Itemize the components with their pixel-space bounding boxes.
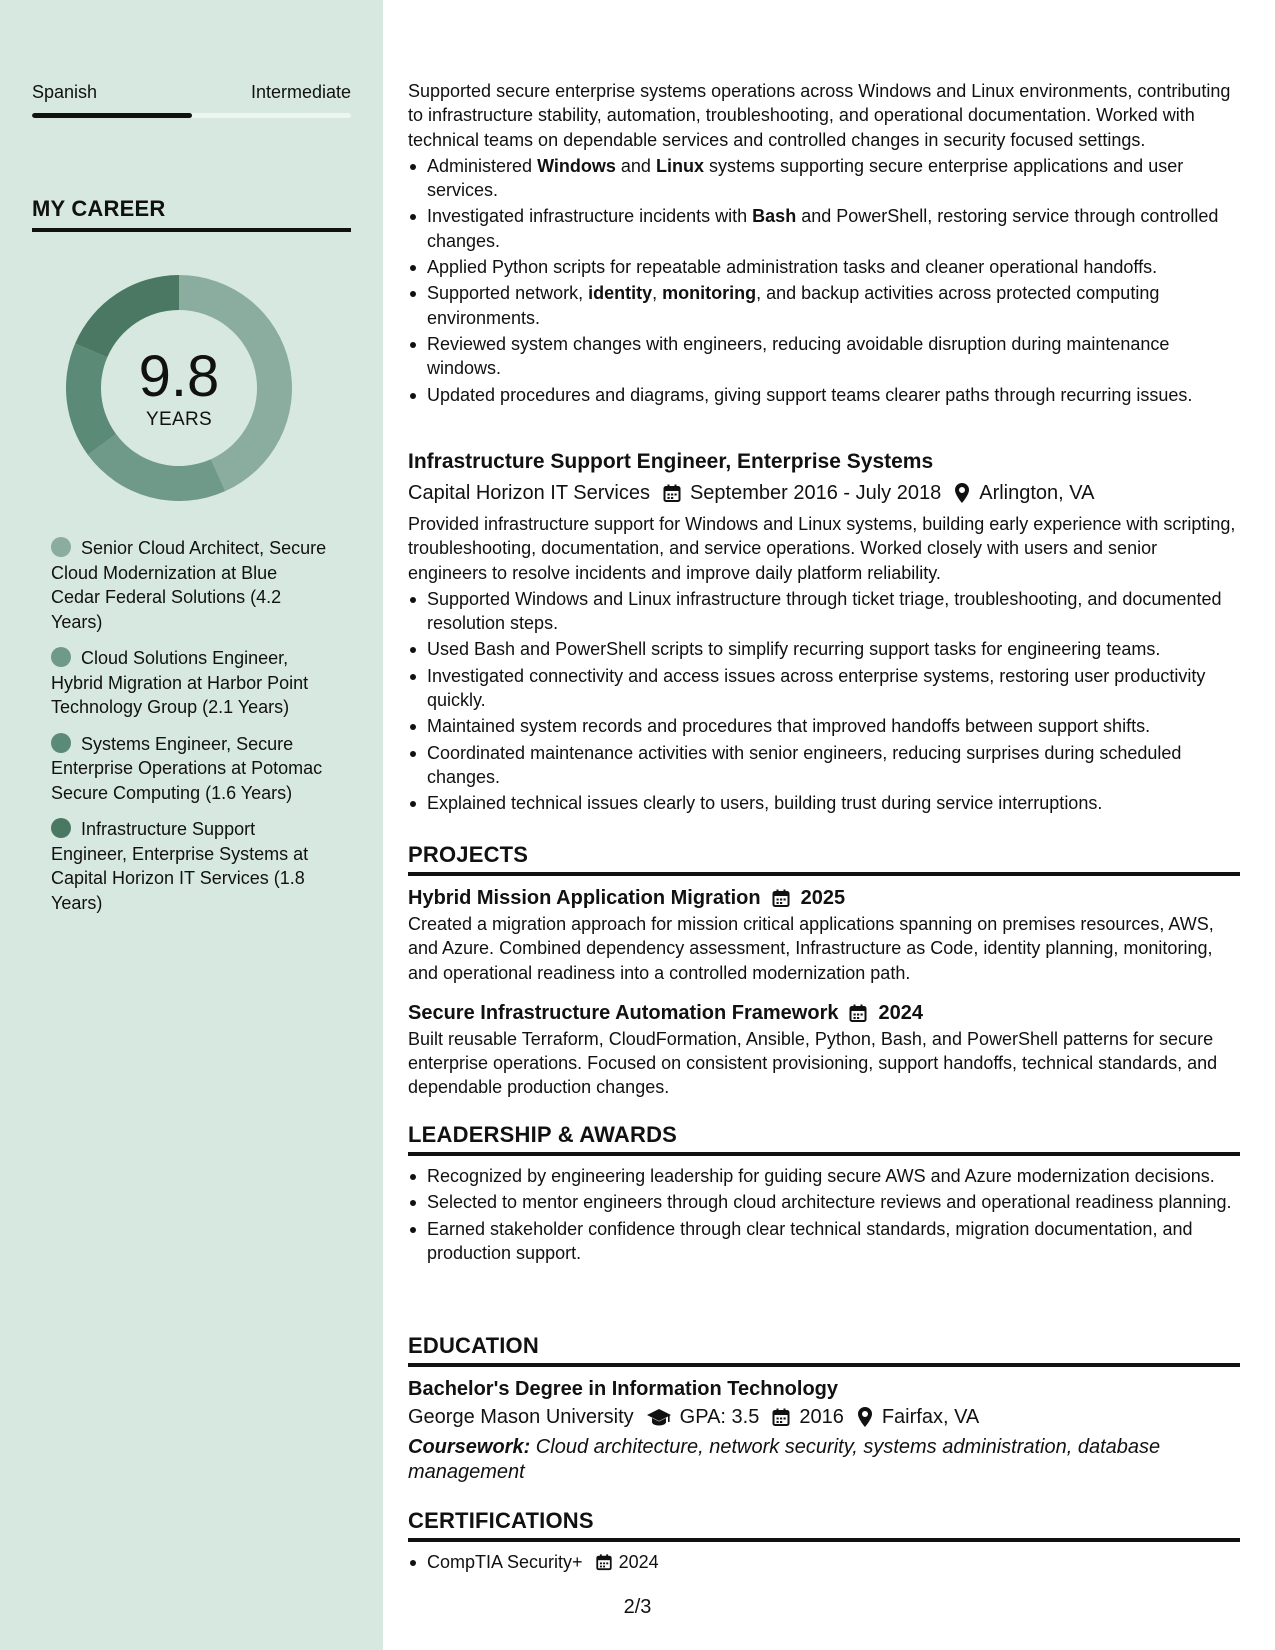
career-legend-text: Infrastructure Support Engineer, Enterprise Systems at Capital Horizon IT Services (1.8 Years) — [51, 819, 309, 913]
bullet-item — [408, 255, 1240, 279]
certifications-section — [408, 1508, 1240, 1574]
school-location: Fairfax, VA — [881, 1406, 980, 1428]
project-title-row — [408, 884, 1240, 912]
career-legend-text: Systems Engineer, Secure Enterprise Operations at Potomac Secure Computing (1.6 Years) — [51, 733, 323, 803]
calendar-icon — [771, 1407, 791, 1427]
certification-name: CompTIA Security+ — [427, 1552, 583, 1572]
job-location: Arlington, VA — [979, 482, 1095, 504]
prev-job-bullets — [408, 154, 1240, 407]
bullet-text: , — [652, 283, 663, 304]
legend-dot — [51, 818, 71, 838]
language-level: Intermediate — [250, 82, 351, 102]
certifications-list — [408, 1550, 1240, 1574]
career-total-unit: YEARS — [146, 409, 212, 430]
project-description: Built reusable Terraform, CloudFormation, Ansible, Python, Bash, and PowerShell patterns for secure enterprise operations. Focused on consistent provisioning, support handoffs, technical standards, and dependable production changes. — [408, 1028, 1218, 1098]
certification-item — [408, 1550, 1240, 1574]
job-summary: Provided infrastructure support for Windows and Linux systems, building early experience with scripting, troubleshooting, documentation, and service operations. Worked closely with users and senior engineers to resolve incidents and improve daily platform reliability. — [408, 514, 1236, 583]
bullet-text: and — [615, 155, 656, 176]
bullet-item: Investigated connectivity and access issues across enterprise systems, restoring user productivity quickly. — [408, 664, 1240, 713]
career-legend-item — [51, 536, 331, 634]
bullet-text: , and backup activities across protected computing environments. — [427, 283, 1160, 328]
bullet-item: Recognized by engineering leadership for guiding secure AWS and Azure modernization decisions. — [408, 1164, 1240, 1188]
graduation-cap-icon — [646, 1407, 672, 1427]
education-section — [408, 1333, 1240, 1485]
bullet-bold: Windows — [537, 155, 616, 176]
career-legend-item — [51, 732, 331, 806]
certification-year: 2024 — [618, 1552, 659, 1572]
bullet-item: Explained technical issues clearly to users, building trust during service interruptions. — [408, 791, 1240, 815]
calendar-icon — [662, 483, 682, 503]
job-dates: September 2016 - July 2018 — [689, 482, 942, 504]
education-meta — [408, 1403, 1240, 1431]
career-heading: MY CAREER — [32, 196, 351, 232]
bullet-text: Investigated infrastructure incidents with — [427, 206, 753, 227]
bullet-item: Maintained system records and procedures that improved handoffs between support shifts. — [408, 714, 1240, 738]
project-title: Secure Infrastructure Automation Framework — [408, 1001, 839, 1024]
location-pin-icon — [856, 1406, 874, 1428]
main-content — [408, 0, 1240, 1650]
job-company: Capital Horizon IT Services — [408, 482, 650, 504]
language-row — [32, 82, 351, 103]
bullet-item: Selected to mentor engineers through cloud architecture reviews and operational readiness planning. — [408, 1190, 1240, 1214]
job-meta — [408, 479, 1240, 507]
coursework — [408, 1435, 1240, 1485]
career-legend — [51, 536, 331, 927]
bullet-text: systems supporting secure enterprise applications and user services. — [427, 155, 1184, 201]
certifications-heading: CERTIFICATIONS — [408, 1508, 1240, 1542]
career-legend-item — [51, 646, 331, 720]
bullet-item: Used Bash and PowerShell scripts to simplify recurring support tasks for engineering teams. — [408, 637, 1240, 661]
gpa: GPA: 3.5 — [679, 1406, 760, 1428]
bullet-item — [408, 154, 1240, 203]
project-title-row — [408, 999, 1240, 1027]
bullet-text: and PowerShell, restoring service through controlled changes. — [427, 206, 1219, 251]
bullet-text: Reviewed system changes with engineers, reducing avoidable disruption during maintenance windows. — [427, 333, 1170, 379]
job-bullets — [408, 587, 1240, 816]
bullet-item — [408, 204, 1240, 253]
school-name: George Mason University — [408, 1406, 634, 1428]
job-title: Infrastructure Support Engineer, Enterprise Systems — [408, 450, 934, 473]
legend-dot — [51, 537, 71, 557]
degree-title: Bachelor's Degree in Information Technology — [408, 1378, 839, 1400]
calendar-icon — [595, 1553, 613, 1571]
leadership-section — [408, 1122, 1240, 1265]
bullet-text: Applied Python scripts for repeatable administration tasks and cleaner operational handoffs. — [427, 257, 1158, 278]
bullet-item: Supported Windows and Linux infrastructure through ticket triage, troubleshooting, and documented resolution steps. — [408, 587, 1240, 636]
coursework-text: Cloud architecture, network security, systems administration, database management — [408, 1436, 1161, 1483]
calendar-icon — [771, 888, 791, 908]
language-name: Spanish — [32, 82, 98, 102]
career-total-years: 9.8 — [138, 344, 220, 409]
language-proficiency-fill — [32, 113, 192, 118]
bullet-item — [408, 281, 1240, 330]
experience-continued — [408, 79, 1240, 407]
legend-dot — [51, 733, 71, 753]
bullet-text: Administered — [427, 155, 538, 176]
calendar-icon — [848, 1003, 868, 1023]
bullet-item — [408, 383, 1240, 407]
bullet-item: Coordinated maintenance activities with senior engineers, reducing surprises during scheduled changes. — [408, 741, 1240, 790]
bullet-bold: Bash — [752, 206, 797, 227]
donut-center — [66, 275, 292, 501]
bullet-item: Earned stakeholder confidence through clear technical standards, migration documentation, and production support. — [408, 1217, 1240, 1266]
leadership-heading: LEADERSHIP & AWARDS — [408, 1122, 1240, 1156]
coursework-label: Coursework: — [408, 1436, 531, 1458]
project-year: 2025 — [800, 887, 846, 909]
career-legend-text: Senior Cloud Architect, Secure Cloud Modernization at Blue Cedar Federal Solutions (4.2 Years) — [51, 538, 327, 632]
bullet-bold: monitoring — [662, 283, 757, 304]
project-year: 2024 — [878, 1001, 923, 1024]
project-description: Created a migration approach for mission critical applications spanning on premises resources, AWS, and Azure. Combined dependency assessment, Infrastructure as Code, identity planning, monitoring, and operational readiness into a controlled modernization path. — [408, 914, 1214, 983]
sidebar — [0, 0, 383, 1650]
bullet-item — [408, 332, 1240, 381]
bullet-bold: identity — [588, 283, 653, 304]
career-donut-chart — [66, 275, 292, 501]
graduation-year: 2016 — [799, 1406, 844, 1428]
legend-dot — [51, 647, 71, 667]
leadership-bullets — [408, 1164, 1240, 1265]
bullet-text: Updated procedures and diagrams, giving support teams clearer paths through recurring issues. — [427, 384, 1193, 405]
career-legend-item — [51, 817, 331, 915]
bullet-bold: Linux — [655, 155, 704, 176]
projects-section — [408, 842, 1240, 1100]
job-entry — [408, 448, 1240, 816]
career-legend-text: Cloud Solutions Engineer, Hybrid Migration at Harbor Point Technology Group (2.1 Years) — [51, 648, 309, 717]
project-title: Hybrid Mission Application Migration — [408, 887, 761, 909]
page-number: 2/3 — [623, 1596, 652, 1618]
bullet-text: Supported network, — [427, 283, 589, 304]
language-proficiency-bar — [32, 113, 351, 118]
prev-job-summary: Supported secure enterprise systems operations across Windows and Linux environments, contributing to infrastructure stability, automation, troubleshooting, and operational documentation. Worked with technical teams on dependable services and controlled changes in security focused settings. — [408, 81, 1231, 150]
projects-heading: PROJECTS — [408, 842, 1240, 876]
education-heading: EDUCATION — [408, 1333, 1240, 1367]
location-pin-icon — [953, 482, 971, 504]
